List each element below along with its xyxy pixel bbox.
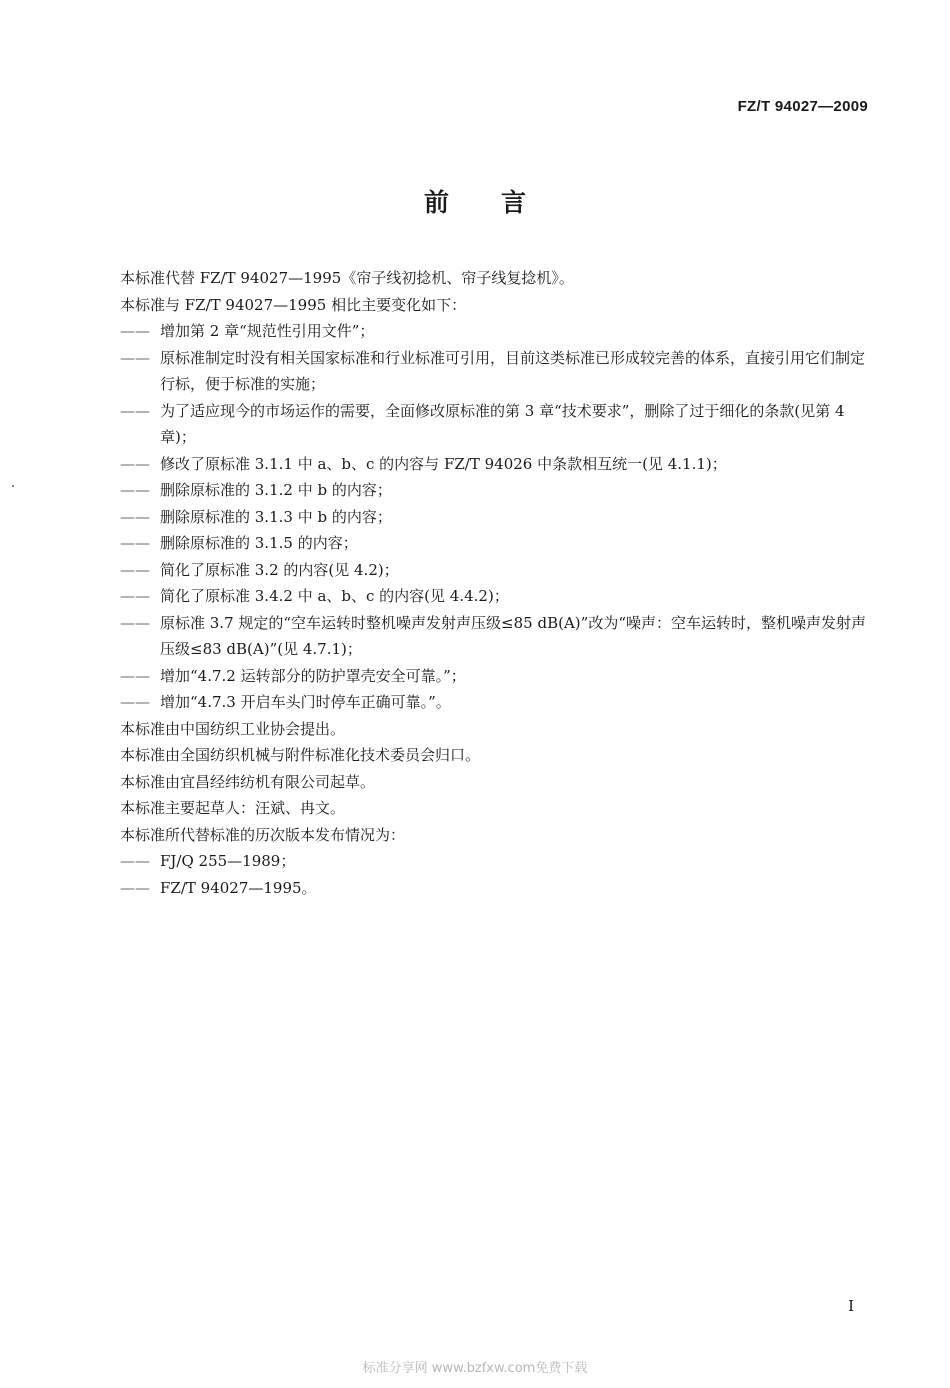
body-paragraph: 本标准由全国纺织机械与附件标准化技术委员会归口。 <box>120 746 481 764</box>
dash-marker: —— <box>120 454 150 473</box>
intro-paragraph: 本标准与 FZ/T 94027—1995 相比主要变化如下： <box>120 295 467 314</box>
dash-marker: —— <box>120 560 150 579</box>
dash-marker: —— <box>120 534 150 552</box>
list-item-text: FJ/Q 255—1989； <box>160 852 296 870</box>
list-item-text: 为了适应现今的市场运作的需要，全面修改原标准的第 3 章“技术要求”，删除了过于细化的条款(见第 4 章)； <box>160 401 845 446</box>
intro-paragraph: 本标准代替 FZ/T 94027—1995《帘子线初捻机、帘子线复捻机》。 <box>120 269 574 287</box>
list-item-text: 原标准 3.7 规定的“空车运转时整机噪声发射声压级≤85 dB(A)”改为“噪声：空车运转时，整机噪声发射声压级≤83 dB(A)”(见 4.7.1)； <box>160 613 866 658</box>
list-item-text: 修改了原标准 3.1.1 中 a、b、c 的内容与 FZ/T 94026 中条款相互统一(见 4.1.1)； <box>160 454 727 473</box>
foreword-body <box>120 265 870 901</box>
body-paragraph: 本标准主要起草人：汪斌、冉文。 <box>120 799 346 817</box>
history-list <box>120 848 870 901</box>
scan-speck <box>12 485 14 487</box>
dash-marker: —— <box>120 481 150 499</box>
list-item <box>120 583 870 610</box>
list-item <box>120 875 870 902</box>
list-item-text: 原标准制定时没有相关国家标准和行业标准可引用，目前这类标准已形成较完善的体系，直接引用它们制定行标，便于标准的实施； <box>160 348 866 393</box>
dash-marker: —— <box>120 878 150 897</box>
dash-marker: —— <box>120 587 150 605</box>
list-item <box>120 663 870 690</box>
dash-marker: —— <box>120 852 150 870</box>
dash-marker: —— <box>120 322 150 340</box>
list-item-text: 删除原标准的 3.1.5 的内容； <box>160 534 358 552</box>
watermark-text: 标准分享网 www.bzfxw.com免费下载 <box>362 1361 588 1376</box>
page-number: I <box>848 1297 854 1315</box>
dash-marker: —— <box>120 348 150 367</box>
page-title: 前言 <box>423 188 578 217</box>
body-paragraph: 本标准由中国纺织工业协会提出。 <box>120 719 346 738</box>
body-paragraph: 本标准由宜昌经纬纺机有限公司起草。 <box>120 772 376 791</box>
list-item <box>120 689 870 716</box>
list-item <box>120 848 870 875</box>
list-item-text: 简化了原标准 3.4.2 中 a、b、c 的内容(见 4.4.2)； <box>160 587 509 605</box>
list-item <box>120 557 870 584</box>
list-item <box>120 610 870 663</box>
list-item-text: 增加第 2 章“规范性引用文件”； <box>160 322 375 340</box>
standard-code: FZ/T 94027—2009 <box>737 98 868 115</box>
list-item-text: 简化了原标准 3.2 的内容(见 4.2)； <box>160 560 399 579</box>
list-item-text: FZ/T 94027—1995。 <box>160 878 317 897</box>
list-item <box>120 398 870 451</box>
dash-marker: —— <box>120 666 150 685</box>
list-item-text: 增加“4.7.3 开启车头门时停车正确可靠。”。 <box>160 693 451 711</box>
dash-marker: —— <box>120 401 150 420</box>
dash-marker: —— <box>120 693 150 711</box>
list-item-text: 增加“4.7.2 运转部分的防护罩壳安全可靠。”； <box>160 666 466 685</box>
list-item-text: 删除原标准的 3.1.2 中 b 的内容； <box>160 481 392 499</box>
dash-marker: —— <box>120 507 150 526</box>
list-item <box>120 345 870 398</box>
body-paragraph: 本标准所代替标准的历次版本发布情况为： <box>120 825 406 844</box>
list-item-text: 删除原标准的 3.1.3 中 b 的内容； <box>160 507 392 526</box>
dash-marker: —— <box>120 613 150 632</box>
list-item <box>120 318 870 345</box>
list-item <box>120 477 870 504</box>
list-item <box>120 530 870 557</box>
changes-list <box>120 318 870 716</box>
list-item <box>120 504 870 531</box>
list-item <box>120 451 870 478</box>
